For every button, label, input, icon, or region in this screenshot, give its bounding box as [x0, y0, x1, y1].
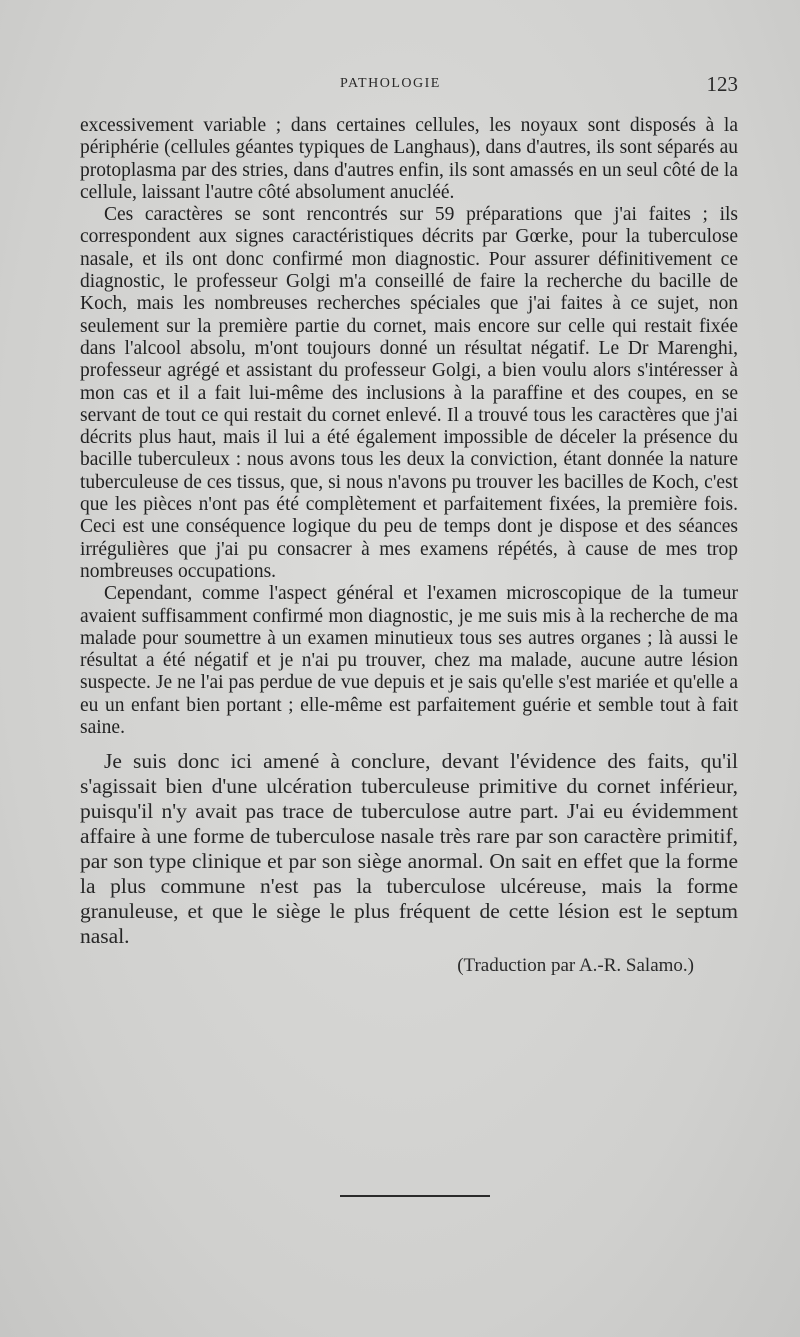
- paragraph-conclusion: Je suis donc ici amené à conclure, devant l'évidence des faits, qu'il s'agissait bien d'une ulcération tuberculeuse primitive du cornet inférieur, puisqu'il n'y avait pas trace de tuberculose autre part. J'ai eu évidemment affaire à une forme de tuberculose nasale très rare par son caractère primitif, par son type clinique et par son siège anormal. On sait en effet que la forme la plus commune n'est pas la tuberculose ulcéreuse, mais la forme granuleuse, et que le siège le plus fréquent de cette lésion est le septum nasal.: [80, 749, 738, 949]
- page-header: [80, 72, 738, 100]
- translator-credit: (Traduction par A.-R. Salamo.): [457, 955, 694, 977]
- page-body: [80, 115, 738, 977]
- paragraph-3: Cependant, comme l'aspect général et l'examen microscopique de la tumeur avaient suffisamment confirmé mon diagnostic, je me suis mis à la recherche de ma malade pour soumettre à un examen minutieux tous ses autres organes ; là aussi le résultat a été négatif et je n'ai pu trouver, chez ma malade, aucune autre lésion suspecte. Je ne l'ai pas perdue de vue depuis et je sais qu'elle s'est mariée et qu'elle a eu un enfant bien portant ; elle-même est parfaitement guérie et semble tout à fait saine.: [80, 583, 738, 739]
- paragraph-1: excessivement variable ; dans certaines cellules, les noyaux sont disposés à la périphérie (cellules géantes typiques de Langhaus), dans d'autres, ils sont séparés au protoplasma par des stries, dans d'autres enfin, ils sont amassés en un seul côté de la cellule, laissant l'autre côté absolument anucléé.: [80, 115, 738, 203]
- running-title: PATHOLOGIE: [340, 76, 441, 91]
- page-number: 123: [706, 72, 738, 96]
- paragraph-2: Ces caractères se sont rencontrés sur 59 préparations que j'ai faites ; ils correspondent aux signes caractéristiques décrits par Gœrke, pour la tuberculose nasale, et ils ont donc confirmé mon diagnostic. Pour assurer définitivement ce diagnostic, le professeur Golgi m'a conseillé de faire la recherche du bacille de Koch, mais les nombreuses recherches spéciales que j'ai faites à ce sujet, non seulement sur la première partie du cornet, mais encore sur celle qui restait fixée dans l'alcool absolu, m'ont toujours donné un résultat négatif. Le Dr Marenghi, professeur agrégé et assistant du professeur Golgi, a bien voulu alors s'intéresser à mon cas et il a fait lui-même des inclusions à la paraffine et des coupes, en se servant de tout ce qui restait du cornet enlevé. Il a trouvé tous les caractères que j'ai décrits plus haut, mais il lui a été également impossible de déceler la présence du bacille tuberculeux : nous avons tous les deux la conviction, étant donnée la nature tuberculeuse de ces tissus, que, si nous n'avons pu trouver les bacilles de Koch, c'est que les pièces n'ont pas été complètement et parfaitement fixées, la première fois. Ceci est une conséquence logique du peu de temps dont je dispose et des séances irrégulières que j'ai pu consacrer à mes examens répétés, à cause de mes trop nombreuses occupations.: [80, 204, 738, 582]
- end-rule: [340, 1195, 490, 1197]
